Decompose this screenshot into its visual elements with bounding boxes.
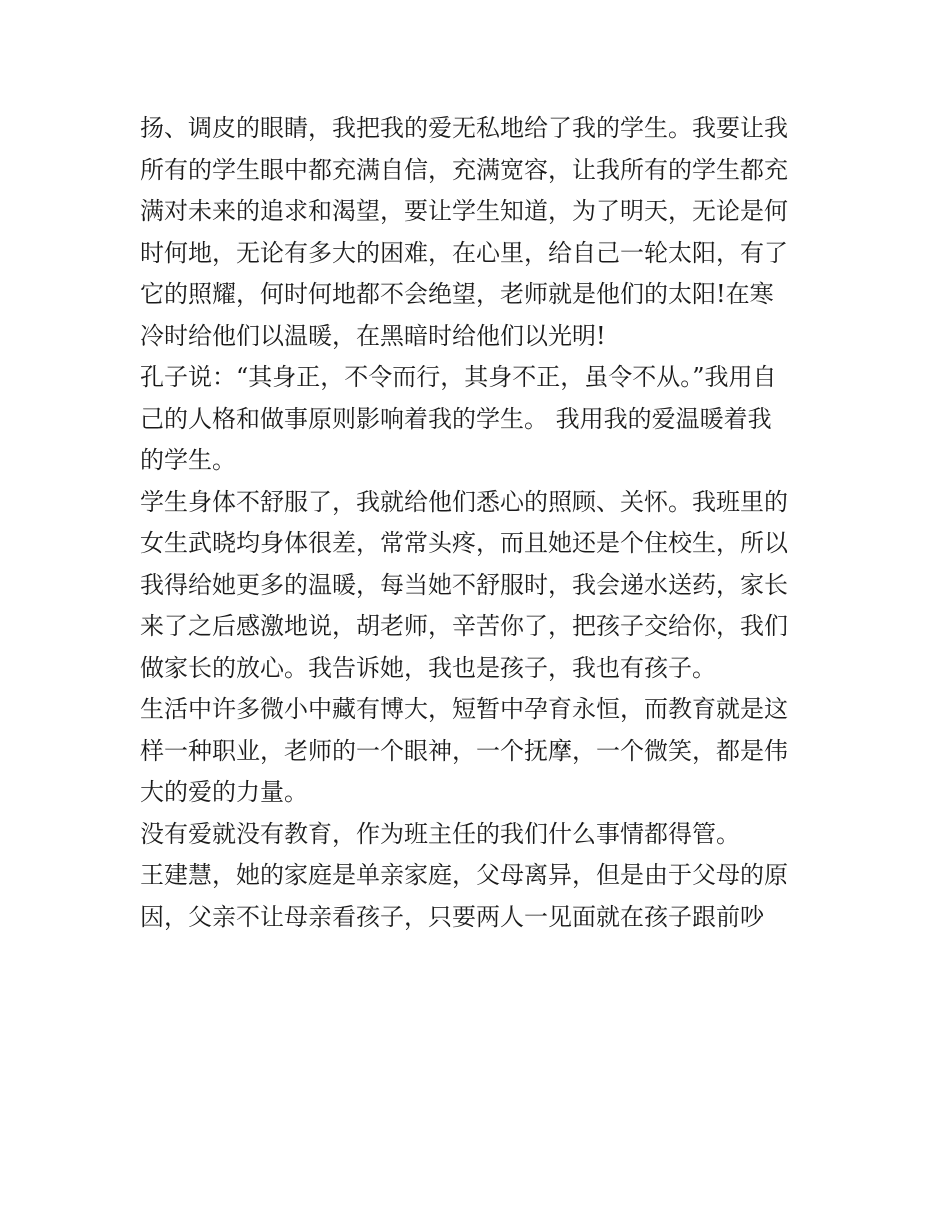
text-line: 生活中许多微小中藏有博大，短暂中孕育永恒，而教育就是这 [140, 695, 788, 723]
paragraph-1 [140, 108, 820, 357]
paragraph-3 [140, 482, 820, 690]
paragraph-6 [140, 855, 820, 938]
text-line: 我得给她更多的温暖，每当她不舒服时，我会递水送药，家长 [140, 570, 788, 599]
text-line: 样一种职业，老师的一个眼神，一个抚摩，一个微笑，都是伟 [140, 736, 788, 765]
paragraph-5 [140, 814, 820, 856]
document-body [140, 108, 820, 938]
text-line: 的学生。 [140, 446, 236, 474]
paragraph-4 [140, 689, 820, 814]
text-line: 王建慧，她的家庭是单亲家庭，父母离异，但是由于父母的原 [140, 861, 788, 889]
text-line: 女生武晓均身体很差，常常头疼，而且她还是个住校生，所以 [140, 529, 788, 557]
text-line: 做家长的放心。我告诉她，我也是孩子，我也有孩子。 [140, 653, 716, 682]
text-line: 因，父亲不让母亲看孩子，只要两人一见面就在孩子跟前吵 [140, 902, 764, 931]
text-line: 来了之后感激地说，胡老师，辛苦你了，把孩子交给你，我们 [140, 612, 788, 640]
text-line: 学生身体不舒服了，我就给他们悉心的照顾、关怀。我班里的 [140, 487, 788, 516]
text-line: 时何地，无论有多大的困难，在心里，给自己一轮太阳，有了 [140, 238, 788, 267]
text-line: 己的人格和做事原则影响着我的学生。 我用我的爱温暖着我 [140, 404, 772, 433]
text-line: 孔子说：“其身正，不令而行，其身不正，虽令不从。”我用自 [140, 363, 777, 391]
text-line: 它的照耀，何时何地都不会绝望，老师就是他们的太阳!在寒 [140, 280, 774, 308]
paragraph-2 [140, 357, 820, 482]
text-line: 扬、调皮的眼睛，我把我的爱无私地给了我的学生。我要让我 [140, 114, 788, 142]
text-line: 大的爱的力量。 [140, 778, 308, 806]
text-line: 所有的学生眼中都充满自信，充满宽容，让我所有的学生都充 [140, 155, 788, 184]
text-line: 冷时给他们以温暖，在黑暗时给他们以光明! [140, 321, 606, 350]
text-line: 满对未来的追求和渴望，要让学生知道，为了明天，无论是何 [140, 197, 788, 225]
text-line: 没有爱就没有教育，作为班主任的我们什么事情都得管。 [140, 819, 740, 848]
